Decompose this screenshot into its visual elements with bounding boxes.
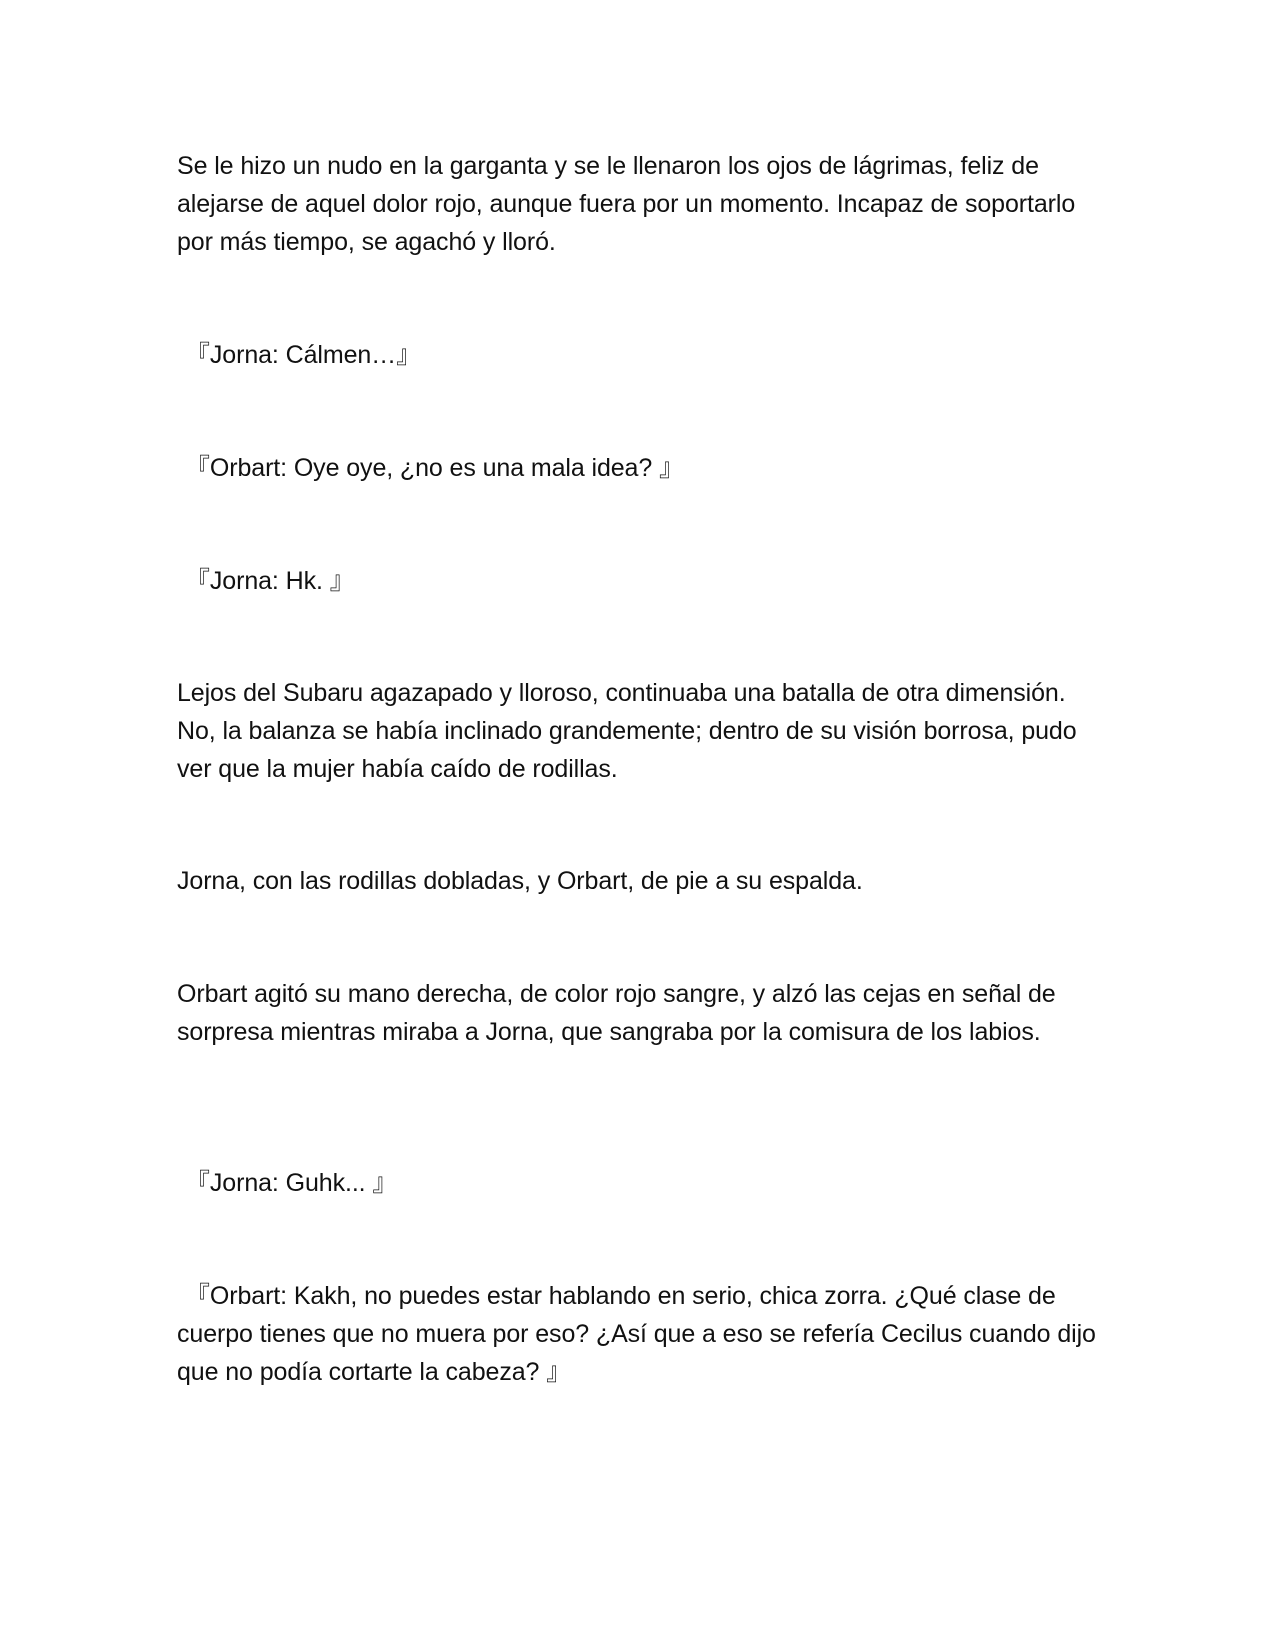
dialogue-line-orbart: 『Orbart: Oye oye, ¿no es una mala idea? 』 [185,454,684,482]
dialogue-line-jorna: 『Jorna: Guhk... 』 [185,1169,398,1197]
narration-paragraph: Se le hizo un nudo en la garganta y se le llenaron los ojos de lágrimas, feliz de alejarse de aquel dolor rojo, aunque fuera por un momento. Incapaz de soportarlo por más tiempo, se agachó y lloró. [177,152,1076,256]
dialogue-line-jorna: 『Jorna: Cálmen…』 [185,341,421,369]
narration-paragraph: Lejos del Subaru agazapado y lloroso, continuaba una batalla de otra dimensión. No, la balanza se había inclinado grandemente; dentro de su visión borrosa, pudo ver que la mujer había caído de rodillas. [177,679,1077,783]
narration-paragraph: Jorna, con las rodillas dobladas, y Orbart, de pie a su espalda. [177,867,863,895]
narration-paragraph: Orbart agitó su mano derecha, de color rojo sangre, y alzó las cejas en señal de sorpresa mientras miraba a Jorna, que sangraba por la comisura de los labios. [177,980,1056,1046]
dialogue-line-jorna: 『Jorna: Hk. 』 [185,567,355,595]
dialogue-line-orbart: 『Orbart: Kakh, no puedes estar hablando en serio, chica zorra. ¿Qué clase de cuerpo tienes que no muera por eso? ¿Así que a eso se refería Cecilus cuando dijo que no podía cortarte la cabeza? 』 [177,1282,1096,1386]
